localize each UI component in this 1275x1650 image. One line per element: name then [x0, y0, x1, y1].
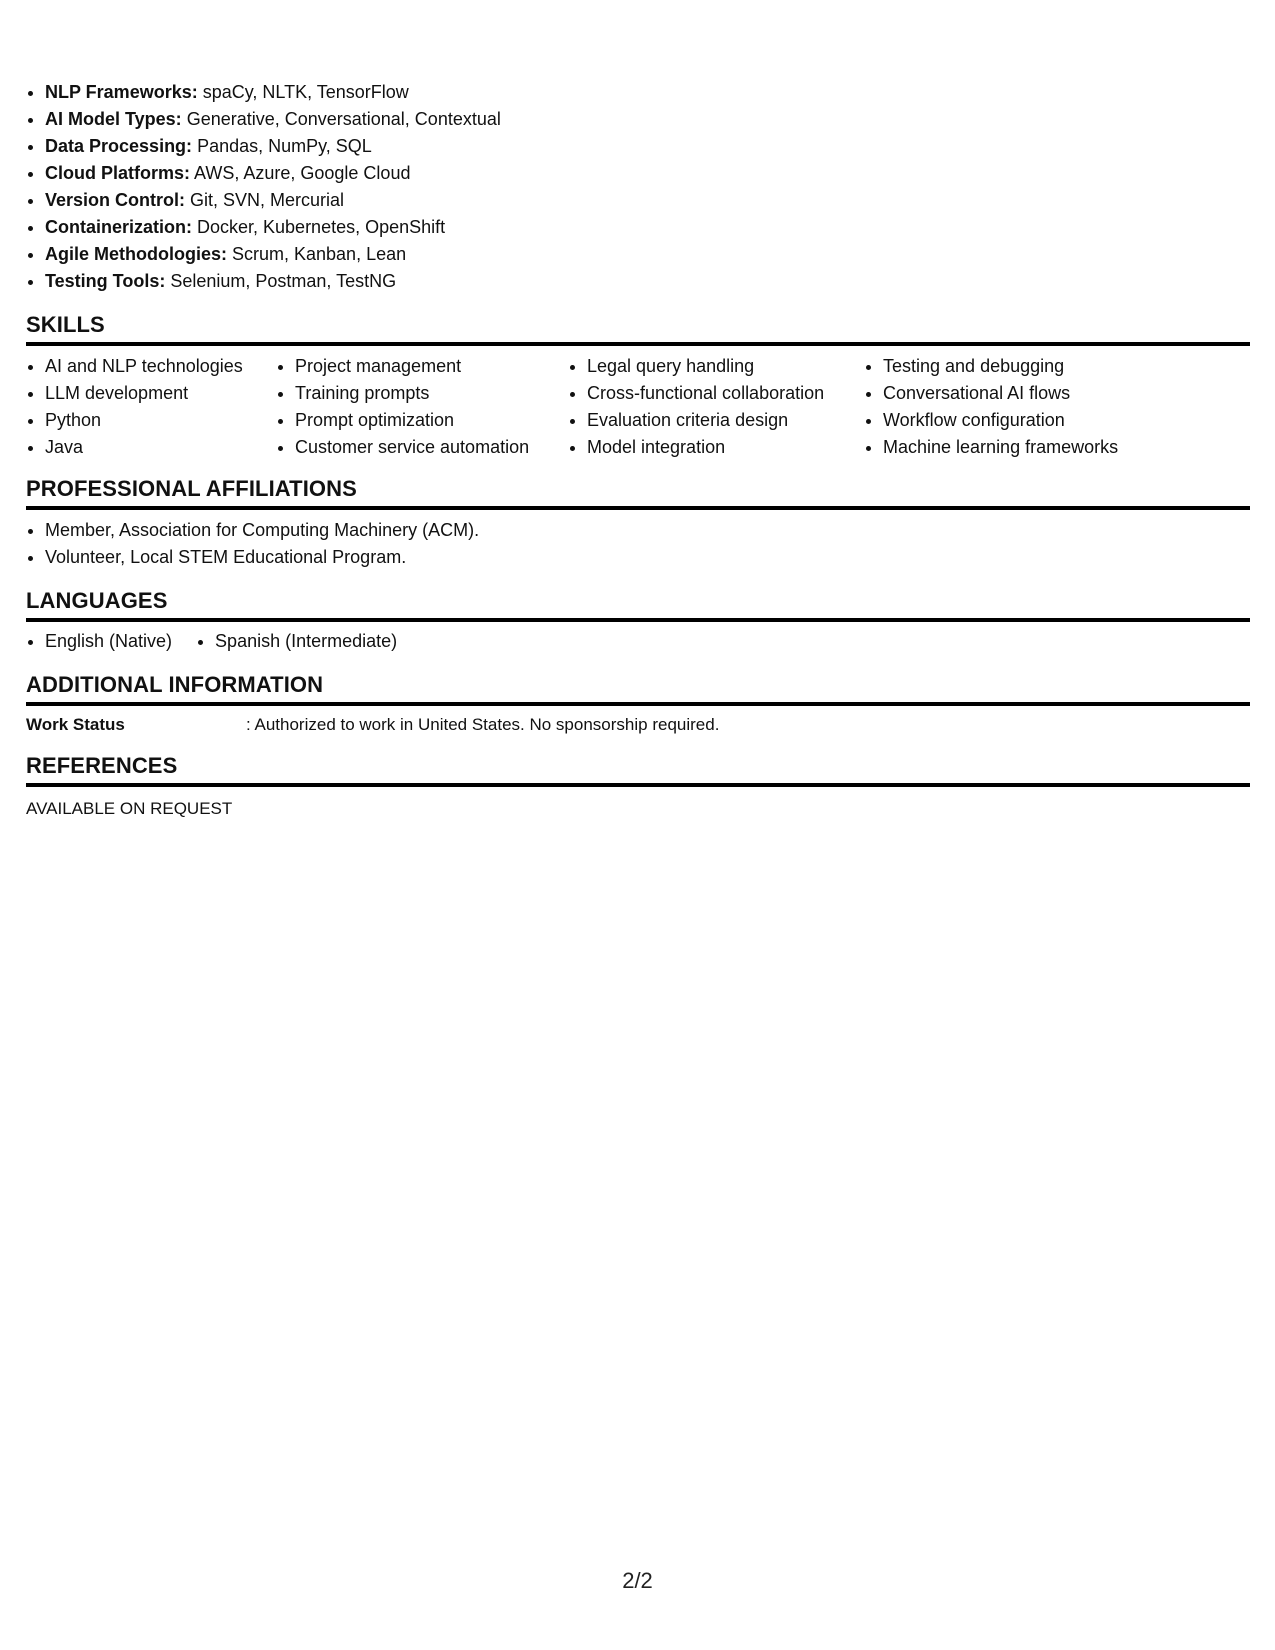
- references-heading: REFERENCES: [26, 753, 1250, 787]
- list-item: [45, 214, 501, 241]
- skill-item: • Project management: [295, 353, 568, 380]
- skill-item: • Customer service automation: [295, 434, 568, 461]
- technical-tools-list: [26, 79, 501, 295]
- skills-column-4: [864, 353, 1183, 461]
- skill-item: • Testing and debugging: [883, 353, 1183, 380]
- item-label: Version Control:: [45, 190, 186, 210]
- skills-column-1: [26, 353, 276, 461]
- skills-heading: SKILLS: [26, 312, 1250, 346]
- item-label: Agile Methodologies:: [45, 244, 227, 264]
- skill-item: • LLM development: [45, 380, 276, 407]
- skill-item: • Conversational AI flows: [883, 380, 1183, 407]
- skill-item: • Model integration: [587, 434, 864, 461]
- languages-heading: LANGUAGES: [26, 588, 1250, 622]
- item-label: NLP Frameworks:: [45, 82, 198, 102]
- item-value: Scrum, Kanban, Lean: [227, 244, 407, 264]
- item-value: Selenium, Postman, TestNG: [165, 271, 397, 291]
- work-status-label: Work Status: [26, 715, 125, 734]
- skill-item: • Prompt optimization: [295, 407, 568, 434]
- item-label: Testing Tools:: [45, 271, 166, 291]
- work-status-value: : Authorized to work in United States. No sponsorship required.: [246, 715, 720, 734]
- skill-item: • AI and NLP technologies: [45, 353, 276, 380]
- skills-column-3: [568, 353, 864, 461]
- skill-item: • Python: [45, 407, 276, 434]
- list-item: [45, 106, 501, 133]
- additional-info-heading: ADDITIONAL INFORMATION: [26, 672, 1250, 706]
- item-value: AWS, Azure, Google Cloud: [190, 163, 411, 183]
- work-status-row: [26, 713, 719, 737]
- skills-grid: [26, 353, 1250, 461]
- item-value: spaCy, NLTK, TensorFlow: [197, 82, 409, 102]
- list-item: [45, 160, 501, 187]
- languages-row: [26, 628, 397, 655]
- skill-item: • Machine learning frameworks: [883, 434, 1183, 461]
- item-value: Docker, Kubernetes, OpenShift: [192, 217, 446, 237]
- list-item: [45, 241, 501, 268]
- skill-item: • Training prompts: [295, 380, 568, 407]
- languages-list-2: [196, 628, 397, 655]
- list-item: • Member, Association for Computing Machinery (ACM).: [45, 517, 479, 544]
- skill-item: • Java: [45, 434, 276, 461]
- list-item: [45, 187, 501, 214]
- item-value: Pandas, NumPy, SQL: [192, 136, 372, 156]
- item-label: Containerization:: [45, 217, 192, 237]
- list-item: • Volunteer, Local STEM Educational Program.: [45, 544, 479, 571]
- language-item: • English (Native): [45, 628, 172, 655]
- skill-item: • Legal query handling: [587, 353, 864, 380]
- list-item: [45, 268, 501, 295]
- skill-item: • Cross-functional collaboration: [587, 380, 864, 407]
- languages-list-1: [26, 628, 172, 655]
- references-text: AVAILABLE ON REQUEST: [26, 799, 233, 818]
- item-value: Git, SVN, Mercurial: [185, 190, 345, 210]
- list-item: [45, 79, 501, 106]
- language-item: • Spanish (Intermediate): [215, 628, 397, 655]
- affiliations-list: [26, 517, 479, 571]
- affiliations-heading: PROFESSIONAL AFFILIATIONS: [26, 476, 1250, 510]
- page-number: 2/2: [622, 1568, 653, 1593]
- skill-item: • Workflow configuration: [883, 407, 1183, 434]
- skills-column-2: [276, 353, 568, 461]
- item-label: Cloud Platforms:: [45, 163, 191, 183]
- item-value: Generative, Conversational, Contextual: [181, 109, 501, 129]
- list-item: [45, 133, 501, 160]
- item-label: Data Processing:: [45, 136, 193, 156]
- skill-item: • Evaluation criteria design: [587, 407, 864, 434]
- item-label: AI Model Types:: [45, 109, 182, 129]
